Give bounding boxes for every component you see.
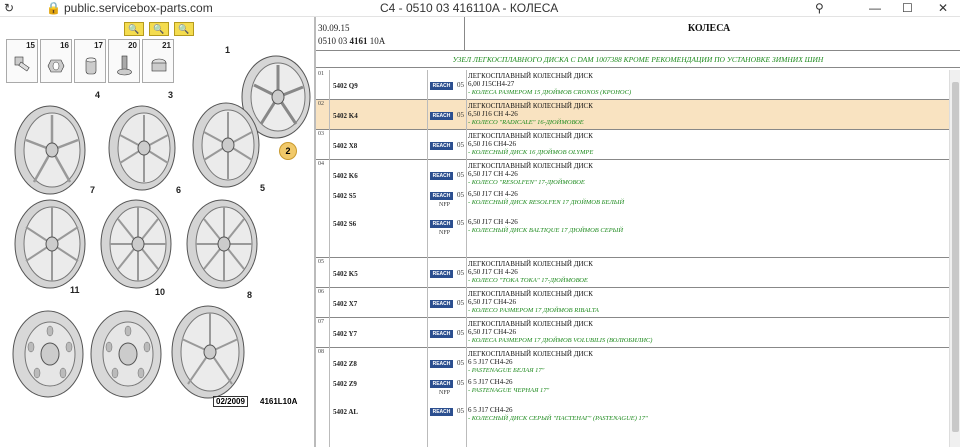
description-line2: 6 5 J17 CH4-26 bbox=[468, 406, 513, 414]
reach-badge[interactable]: REACH bbox=[430, 300, 453, 308]
part-reference: 5402 Y7 bbox=[333, 330, 358, 338]
part-reference: 5402 X8 bbox=[333, 142, 358, 150]
part-21[interactable]: 21 bbox=[142, 39, 174, 83]
wheel-11[interactable] bbox=[6, 307, 90, 401]
reach-badge[interactable]: REACH bbox=[430, 220, 453, 228]
group-number: 03 bbox=[318, 131, 324, 137]
table-row[interactable] bbox=[316, 318, 949, 348]
nfp-label: NFP bbox=[439, 390, 451, 396]
scrollbar[interactable] bbox=[949, 70, 960, 447]
part-reference: 5402 Z9 bbox=[333, 380, 357, 388]
description-note: - КОЛЕСНЫЙ ДИСК BALTIQUE 17 ДЮЙМОВ СЕРЫЙ bbox=[468, 227, 624, 234]
table-row[interactable] bbox=[316, 100, 949, 130]
description-line1: ЛЕГКОСПЛАВНЫЙ КОЛЕСНЫЙ ДИСК bbox=[468, 260, 593, 268]
description-line2: 6,50 J16 CH 4-26 bbox=[468, 110, 518, 118]
description-line2: 6,50 J17 CH 4-26 bbox=[468, 190, 518, 198]
part-reference: 5402 Q9 bbox=[333, 82, 358, 90]
description-line1: ЛЕГКОСПЛАВНЫЙ КОЛЕСНЫЙ ДИСК bbox=[468, 102, 593, 110]
cap-icon bbox=[148, 54, 170, 78]
description-note: - КОЛЕСО РАЗМЕРОМ 17 ДЮЙМОВ RIBALTA bbox=[468, 307, 599, 314]
catalog-date: 30.09.15 bbox=[318, 23, 350, 33]
quantity: 05 bbox=[457, 141, 464, 149]
description-note: - КОЛЕСА РАЗМЕРОМ 15 ДЮЙМОВ CRONOS (КРОНОС) bbox=[468, 89, 632, 96]
reload-icon[interactable]: ↻ bbox=[4, 1, 15, 15]
reach-badge[interactable]: REACH bbox=[430, 270, 453, 278]
reach-badge[interactable]: REACH bbox=[430, 112, 453, 120]
reach-badge[interactable]: REACH bbox=[430, 380, 453, 388]
part-reference: 5402 AL bbox=[333, 408, 359, 416]
quantity: 05 bbox=[457, 191, 464, 199]
valve-icon bbox=[114, 54, 136, 78]
diagram-date: 02/2009 bbox=[213, 396, 248, 407]
part-17[interactable]: 17 bbox=[74, 39, 106, 83]
wheel-2[interactable] bbox=[186, 100, 266, 190]
part-reference: 5402 K4 bbox=[333, 112, 358, 120]
description-line2: 6,50 J17 CH 4-26 bbox=[468, 170, 518, 178]
quantity: 05 bbox=[457, 359, 464, 367]
maximize-icon[interactable]: ☐ bbox=[902, 1, 913, 15]
part-reference: 5402 S6 bbox=[333, 220, 357, 228]
description-line1: ЛЕГКОСПЛАВНЫЙ КОЛЕСНЫЙ ДИСК bbox=[468, 72, 593, 80]
description-line1: ЛЕГКОСПЛАВНЫЙ КОЛЕСНЫЙ ДИСК bbox=[468, 290, 593, 298]
table-row[interactable] bbox=[316, 288, 949, 318]
page-header bbox=[316, 17, 960, 51]
close-icon[interactable]: ✕ bbox=[938, 1, 949, 15]
group-number: 04 bbox=[318, 161, 324, 167]
minimize-icon[interactable]: — bbox=[869, 1, 881, 15]
group-number: 07 bbox=[318, 319, 324, 325]
quantity: 05 bbox=[457, 329, 464, 337]
browser-bar bbox=[0, 0, 960, 17]
group-number: 05 bbox=[318, 259, 324, 265]
address-bar[interactable]: public.servicebox-parts.com bbox=[64, 1, 213, 15]
zoom-in-icon[interactable]: 🔍 bbox=[124, 22, 144, 36]
part-16[interactable]: 16 bbox=[40, 39, 72, 83]
group-number: 08 bbox=[318, 349, 324, 355]
wheel-3[interactable] bbox=[102, 103, 182, 193]
reach-badge[interactable]: REACH bbox=[430, 330, 453, 338]
callout-1: 1 bbox=[225, 45, 231, 55]
callout-5: 5 bbox=[260, 183, 266, 193]
part-reference: 5402 S5 bbox=[333, 192, 357, 200]
nfp-label: NFP bbox=[439, 202, 451, 208]
part-reference: 5402 K5 bbox=[333, 270, 358, 278]
wheel-6[interactable] bbox=[94, 197, 178, 291]
callout-8: 8 bbox=[247, 290, 253, 300]
description-note: - PASTENAGUE БЕЛАЯ 17" bbox=[468, 367, 545, 374]
description-note: - КОЛЕСО "RADICALE" 16-ДЮЙМОВОЕ bbox=[468, 119, 584, 126]
lock-icon: 🔒 bbox=[46, 1, 61, 15]
reach-badge[interactable]: REACH bbox=[430, 82, 453, 90]
callout-11: 11 bbox=[70, 285, 80, 295]
group-number: 01 bbox=[318, 71, 324, 77]
wheel-8[interactable] bbox=[166, 302, 250, 402]
description-line2: 6 5 J17 CH4-26 bbox=[468, 358, 513, 366]
description-line2: 6,00 J15CH4-27 bbox=[468, 80, 515, 88]
quantity: 05 bbox=[457, 407, 464, 415]
part-reference: 5402 K6 bbox=[333, 172, 358, 180]
part-reference: 5402 X7 bbox=[333, 300, 358, 308]
part-reference: 5402 Z8 bbox=[333, 360, 357, 368]
diagram-panel bbox=[0, 17, 316, 447]
description-line2: 6 5 J17 CH4-26 bbox=[468, 378, 513, 386]
description-line1: ЛЕГКОСПЛАВНЫЙ КОЛЕСНЫЙ ДИСК bbox=[468, 350, 593, 358]
zoom-fit-icon[interactable]: 🔍 bbox=[174, 22, 194, 36]
description-note: - КОЛЕСО "ТОКА ТОКА" 17-ДЮЙМОВОЕ bbox=[468, 277, 588, 284]
table-row[interactable] bbox=[316, 258, 949, 288]
table-row[interactable] bbox=[316, 348, 949, 447]
description-line2: 6,50 J17 CH 4-26 bbox=[468, 268, 518, 276]
lock-bolt-icon bbox=[80, 54, 102, 78]
wheel-10[interactable] bbox=[84, 307, 168, 401]
description-note: - КОЛЕСО "RESOLFEN" 17-ДЮЙМОВОЕ bbox=[468, 179, 585, 186]
description-line2: 6,50 J17 CH4-26 bbox=[468, 298, 517, 306]
wheel-7[interactable] bbox=[8, 197, 92, 291]
quantity: 05 bbox=[457, 299, 464, 307]
table-row[interactable] bbox=[316, 130, 949, 160]
description-line1: ЛЕГКОСПЛАВНЫЙ КОЛЕСНЫЙ ДИСК bbox=[468, 162, 593, 170]
description-line1: ЛЕГКОСПЛАВНЫЙ КОЛЕСНЫЙ ДИСК bbox=[468, 132, 593, 140]
group-number: 02 bbox=[318, 101, 324, 107]
description-line2: 6,50 J16 CH4-26 bbox=[468, 140, 517, 148]
nut-icon bbox=[46, 54, 68, 78]
zoom-out-icon[interactable]: 🔍 bbox=[149, 22, 169, 36]
table-row[interactable] bbox=[316, 70, 949, 100]
description-note: - КОЛЕСА РАЗМЕРОМ 17 ДЮЙМОВ VOLUBILIS (ВОЛЮБИЛИС) bbox=[468, 337, 653, 344]
description-line1: ЛЕГКОСПЛАВНЫЙ КОЛЕСНЫЙ ДИСК bbox=[468, 320, 593, 328]
page-title: КОЛЕСА bbox=[687, 23, 731, 34]
reach-badge[interactable]: REACH bbox=[430, 192, 453, 200]
group-number: 06 bbox=[318, 289, 324, 295]
window-title: C4 - 0510 03 416110A - КОЛЕСА bbox=[380, 1, 559, 15]
extension-icon[interactable]: ⚲ bbox=[815, 1, 824, 15]
description-note: - КОЛЕСНЫЙ ДИСК 16 ДЮЙМОВ OLYMPE bbox=[468, 149, 594, 156]
callout-3: 3 bbox=[168, 90, 174, 100]
description-note: - КОЛЕСНЫЙ ДИСК RESOLFEN 17 ДЮЙМОВ БЕЛЫЙ bbox=[468, 199, 625, 206]
callout-4: 4 bbox=[95, 90, 101, 100]
quantity: 05 bbox=[457, 379, 464, 387]
callout-7: 7 bbox=[90, 185, 96, 195]
quantity: 05 bbox=[457, 111, 464, 119]
reach-badge[interactable]: REACH bbox=[430, 408, 453, 416]
description-line2: 6,50 J17 CH 4-26 bbox=[468, 218, 518, 226]
description-line2: 6,50 J17 CH4-26 bbox=[468, 328, 517, 336]
callout-6: 6 bbox=[176, 185, 182, 195]
wheel-5[interactable] bbox=[180, 197, 264, 291]
callout-2-highlight[interactable]: 2 bbox=[279, 142, 297, 160]
description-note: - PASTENAGUE ЧЕРНАЯ 17" bbox=[468, 387, 550, 394]
reach-badge[interactable]: REACH bbox=[430, 172, 453, 180]
wheel-4[interactable] bbox=[8, 103, 92, 197]
quantity: 05 bbox=[457, 171, 464, 179]
table-row[interactable] bbox=[316, 160, 949, 258]
part-20[interactable]: 20 bbox=[108, 39, 140, 83]
quantity: 05 bbox=[457, 269, 464, 277]
callout-10: 10 bbox=[155, 287, 166, 297]
quantity: 05 bbox=[457, 81, 464, 89]
quantity: 05 bbox=[457, 219, 464, 227]
catalog-code: 0510 03 4161 10A bbox=[318, 36, 386, 46]
reach-badge[interactable]: REACH bbox=[430, 360, 453, 368]
description-note: - КОЛЕСНЫЙ ДИСК СЕРЫЙ "ПАСТЕНАГ" (PASTENAGUE) 17" bbox=[468, 415, 648, 422]
parts-table bbox=[316, 70, 949, 447]
scrollbar-thumb[interactable] bbox=[952, 82, 959, 432]
parts-list-panel bbox=[316, 17, 960, 447]
section-subtitle: УЗЕЛ ЛЕГКОСПЛАВНОГО ДИСКА С DAM 1007388 КРОМЕ РЕКОМЕНДАЦИИ ПО УСТАНОВКЕ ЗИМНИХ ШИН bbox=[316, 52, 960, 68]
diagram-code: 4161L10A bbox=[260, 397, 298, 406]
bolt-icon bbox=[12, 54, 34, 78]
part-15[interactable]: 15 bbox=[6, 39, 38, 83]
reach-badge[interactable]: REACH bbox=[430, 142, 453, 150]
nfp-label: NFP bbox=[439, 230, 451, 236]
